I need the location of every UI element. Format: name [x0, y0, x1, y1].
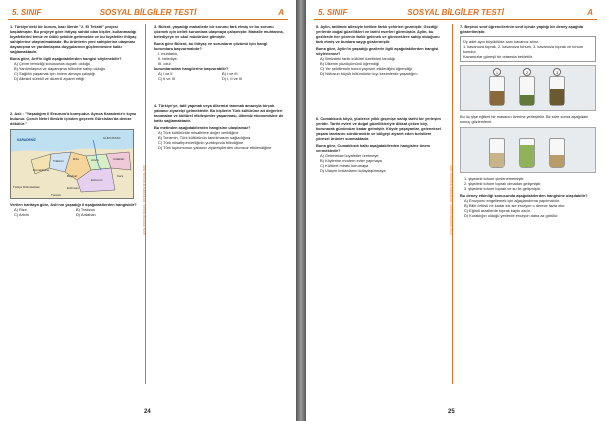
jar-1 — [489, 76, 505, 106]
options-q3 — [158, 71, 286, 81]
experiment-steps: Üç adet aynı büyüklükte cam kavanoz alınır. 1. kavanoza toprak, 2. kavanoza tohum, 3. kavanoza toprak ve tohum konulur. Kavanozlar güneşli bir ortamda bekletilir. — [460, 36, 596, 62]
page-number: 24 — [144, 409, 151, 415]
map-label-sea: KARADENİZ — [17, 138, 36, 142]
left-column-2 — [154, 24, 286, 153]
option-d[interactable]: D) Ailesini sürekli ve düzenli ziyaret ettiği — [14, 76, 85, 81]
option-a[interactable]: A) İlimizdeki farklı kültürel özellikleri tanıdığı — [320, 56, 396, 61]
experiment-photo-before — [460, 65, 596, 111]
question-1: 1. Türkiye'deki bir kurum, bazı illerde "2. El Tekstil" projesi başlatmıştır. Bu projeye göre ihtiyaç sahibi olan kişiler, kullanmadığı kıyafetlerini temiz ve ütülü şekilde getirmekte ve bu kıyafetler ihtiyaç sahiplerine ulaştırılmaktadır. Bu ürünlerin yeni sahiplerine ulaşması dayanışma ve yardımlaşma duygularının güçlenmesine katkı sağlamaktadır. Buna göre, Arif'in ilgili aşağıdakilerden hangisi söylenebilir? A) Çevre temizliği konusunda duyarlı olduğu B) Yardımlaşma ve dayanışma bilincine sahip olduğu C) Sağlıklı yaşamak için önlem almaya çalıştığı D) Ailesini sürekli ve düzenli ziyaret ettiği — [10, 24, 137, 81]
option-b[interactable]: B) Köylerine modern evler yapmaya — [320, 158, 382, 163]
group-label: A — [587, 8, 593, 17]
map-legend-title: Türkiye Fiziki Haritası — [13, 185, 40, 189]
class-label: 5. SINIF — [12, 8, 42, 17]
side-text: ÖZEL YAYINCILIK KURUMLARI - SOSYAL BİLGİLER TESTİ — [142, 164, 145, 236]
jar-label-2: 2 — [523, 68, 531, 76]
jar-3 — [549, 76, 565, 106]
side-text: ÖZEL YAYINCILIK KURUMLARI - SOSYAL BİLGİLER TESTİ — [449, 164, 452, 236]
map-label-erzincan: Erzincan — [67, 186, 79, 190]
option-d[interactable]: D) I, II ve III — [222, 76, 243, 81]
map-label-bayburt: Bayburt — [67, 174, 78, 178]
options-q2 — [14, 207, 138, 217]
map-label-gumushane: Gümüşhane — [33, 168, 50, 172]
option-a[interactable]: A) Türk kültüründe misafirlere değer verildiğine — [158, 130, 239, 135]
question-2: 2. Aslı : "Yaşadığım il Erzurum'a komşudur. Ayrıca Karadeniz'e kıyısı bulunur. Çoruh Nehri ilimizin içinden geçerek Gürcistan'da denize dökülür." KARADENİZ GÜRCİSTAN Trabzon Rize Artvin Ardahan Erzurum Bayburt Kars Gümüşhane Türkiye Fiziki Haritası Tunceli Erzincan Verilen haritaya göre, Aslı'nın yaşadığı il aşağıdakilerden hangisidir? A) Rize B) Trabzon C) Artvin D) Ardahan — [10, 111, 137, 217]
map-label-rize: Rize — [73, 157, 80, 161]
jar-label-1: 1 — [493, 68, 501, 76]
option-c[interactable]: C) Sağlıklı yaşamak için önlem almaya çalıştığı — [14, 71, 96, 76]
option-c[interactable]: C) Eğimli arazilerde toprak kaybı azdır. — [464, 208, 531, 213]
map-label-erzurum: Erzurum — [91, 178, 103, 182]
map-label-ardahan: Ardahan — [113, 157, 125, 161]
test-title: SOSYAL BİLGİLER TESTİ — [99, 8, 197, 17]
option-a[interactable]: A) Geleneksel kıyafetler üretmeye — [320, 153, 379, 158]
book-gutter — [296, 0, 306, 421]
test-title: SOSYAL BİLGİLER TESTİ — [407, 8, 504, 17]
right-page — [306, 0, 605, 421]
page-number: 25 — [448, 409, 455, 415]
group-label: A — [278, 8, 284, 17]
map-label-artvin: Artvin — [91, 158, 99, 162]
option-c[interactable]: C) Türk misafirperverliğinin yurtdışında bilindiğine — [158, 140, 244, 145]
turkey-region-map — [10, 129, 134, 199]
option-b[interactable]: B) Turizmin, Türk kültürünün tanıtılmasını sağladığına — [158, 135, 251, 140]
question-5: 5. Aylin, tatilinde ailesiyle birlikte farklı şehirleri gezmiştir. Gezdiği yerlerde doğal güzellikleri ve tarihi eserleri görmüştür. Aylin, bu gezilerde her yörenin farklı gelenek ve göreneklere sahip olduğunu fark etmiş ve bunlara saygı göstermiştir. Buna göre, Aylin'in yaşadığı gezilerle ilgili aşağıdakilerden hangisi söylenemez? A) İlimizdeki farklı kültürel özellikleri tanıdığı B) Ülkenin yüzölçümünü öğrendiği C) Yer şekillerinin konut yapısını etkilediğini öğrendiği D) Nüfusun büyük bölümünün kıyı kesimlerde yaşadığını — [316, 24, 446, 76]
right-column-1 — [316, 24, 446, 176]
map-label-kars: Kars — [117, 174, 124, 178]
question-4: 4. Türkiye'ye, tatil yapmak veya ülkemizi tanımak amacıyla birçok yabancı ziyaretçi gelmektedir. Bu kişilerin Türk kültürüne ait değerleri tanımaları ve kültürel etkileşimler yaşanması, ülkemiz ekonomisine de katkı sağlamaktadır. Bu metinden aşağıdakilerden hangisine ulaşılamaz? A) Türk kültüründe misafirlere değer verildiğine B) Turizmin, Türk kültürünün tanıtılmasını sağladığına C) Türk misafirperverliğinin yurtdışında bilindiğine D) Türk toplumunun yabancı ziyaretçilerden olumsuz etkilendiğine — [154, 103, 286, 150]
option-d[interactable]: D) Kuraklığın olduğu yerlerde erozyon daha az görülür. — [464, 213, 559, 218]
jar-label-3: 3 — [553, 68, 561, 76]
right-column-2 — [460, 24, 596, 221]
column-divider — [452, 24, 453, 384]
option-a[interactable]: A) Rize — [14, 207, 27, 212]
option-b[interactable]: B) Yardımlaşma ve dayanışma bilincine sahip olduğu — [14, 66, 106, 71]
jar-2-after — [519, 138, 535, 168]
option-a[interactable]: A) I ve II — [158, 71, 173, 76]
option-c[interactable]: C) Artvin — [14, 212, 29, 217]
jar-2 — [519, 76, 535, 106]
jar-3-after — [549, 138, 565, 168]
option-d[interactable]: D) Türk toplumunun yabancı ziyaretçilerden olumsuz etkilendiğine — [158, 145, 272, 150]
left-page — [0, 0, 296, 421]
class-label: 5. SINIF — [318, 8, 348, 17]
option-b[interactable]: B) Trabzon — [76, 207, 96, 212]
option-b[interactable]: B) Bitki örtüsü ne kadar sık ise erozyon o derece fazla olur. — [464, 203, 566, 208]
question-6: 6. Cumalıkızık köyü, yüzlerce yıllık geçmişe sahip tarihi bir yerleşim yeridir. Tarihi evleri ve doğal güzellikleriyle dikkat çeken köy, korunarak günümüze kadar gelmiştir. Köyde yaşayanlar, geleneksel yaşam tarzlarını sürdürmekte ve bölgeyi ziyaret eden turistlere yöresel ürünler sunmaktadır. Buna göre, Cumalıkızık halkı aşağıdakilerden hangisine önem vermektedir? A) Geleneksel kıyafetler üretmeye B) Köylerine modern evler yapmaya C) Kültürel mirası korumaya D) Ulaşım imkânlarını kolaylaştırmaya — [316, 116, 446, 173]
left-column-1 — [10, 24, 138, 220]
right-header — [314, 6, 597, 20]
experiment-photo-after — [460, 127, 596, 173]
left-header — [8, 6, 288, 20]
option-a[interactable]: A) Çevre temizliği konusunda duyarlı olduğu — [14, 61, 91, 66]
map-label-trabzon: Trabzon — [53, 159, 64, 163]
option-d[interactable]: D) Ulaşım imkânlarını kolaylaştırmaya — [320, 168, 386, 173]
option-c[interactable]: C) II ve III — [158, 76, 175, 81]
question-7: 7. Beşinci sınıf öğrencilerinin sınıf içinde yaptığı bir deney aşağıda gösterilmiştir. Üç adet aynı büyüklükte cam kavanoz alınır. 1. kavanoza toprak, 2. kavanoza tohum, 3. kavanoza toprak ve tohum konulur. Kavanozlar güneşli bir ortamda bekletilir. 1 2 3 Bu üç şişe eğitimi bir masanın üzerine yerleştirilir. Bir süre sonra aşağıdaki sonuç gözlemlenir. 1. şişedeki tohum çimlenememiştir. 2. şişedeki tohum toprak olmadan gelişmiştir. 3. şişedeki tohum toprak ve su ile gelişmiştir. Bu deney etkinliği sonucunda aşağıdakilerden hangisine ulaşılabilir? A) Erozyonu engellemek için ağaçlandırma yapılmalıdır. B) Bitki örtüsü ne kadar sık ise erozyon o derece fazla olur. C) Eğimli arazilerde toprak kaybı azdır. D) Kuraklığın olduğu yerlerde erozyon daha az görülür. — [460, 24, 596, 218]
option-d[interactable]: D) Ardahan — [76, 212, 96, 217]
option-b[interactable]: B) I ve III — [222, 71, 238, 76]
map-label-tunceli: Tunceli — [51, 193, 61, 197]
column-divider — [145, 24, 146, 384]
map-label-georgia: GÜRCİSTAN — [103, 136, 121, 140]
option-b[interactable]: B) Ülkenin yüzölçümünü öğrendiği — [320, 61, 380, 66]
option-c[interactable]: C) Yer şekillerinin konut yapısını etkilediğini öğrendiği — [320, 66, 412, 71]
option-d[interactable]: D) Nüfusun büyük bölümünün kıyı kesimlerde yaşadığını — [320, 71, 418, 76]
option-a[interactable]: A) Erozyonu engellemek için ağaçlandırma yapılmalıdır. — [464, 198, 561, 203]
option-c[interactable]: C) Kültürel mirası korumaya — [320, 163, 369, 168]
jar-1-after — [489, 138, 505, 168]
question-3: 3. Bülent, yaşadığı mahallede bir sorunu fark etmiş ve bu sorunu çözmek için belirli kurumlara ulaşmaya çalışmıştır. Mahalle muhtarına, belediyeye ve okul müdürüne gitmiştir. Buna göre Bülent, bu ihtiyaç ve sorunların çözümü için hangi kurumlara başvurmalıdır? I. muhtarlık, II. belediye, III. okul kurumlarından hangilerine başvurabilir? A) I ve II B) I ve III C) II ve III D) I, II ve III — [154, 24, 286, 81]
